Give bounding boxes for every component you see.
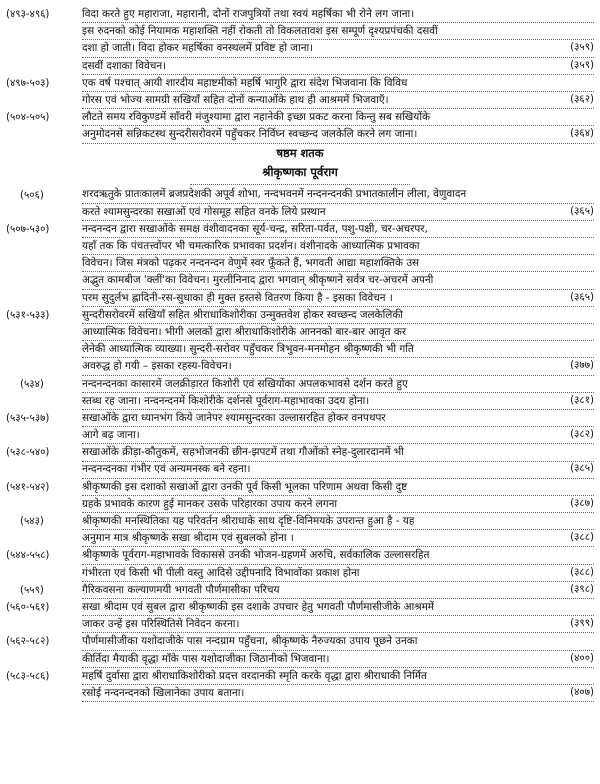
toc-entry: [6, 410, 594, 444]
toc-entry: [6, 582, 594, 599]
page-number: (३९९): [570, 618, 594, 630]
entry-text: विवेचन। जिस मंत्रको पढ़कर नन्दनन्दन वेणुमें स्वर फूँकते हैं, भगवती आद्या महाशक्तिके उस: [82, 257, 420, 270]
verse-range: (५३१-५३३): [6, 309, 50, 321]
entry-text: गंभीरता एवं किसी भी पीली वस्तु आदिसे उद्दीपनादि विभावोंका प्रकाश होना: [82, 566, 360, 579]
entry-text: ग्रहके प्रभावके कारण हुई मानकर उसके परिहारका उपाय करने लगना: [82, 497, 338, 510]
entry-text: सखाओंके क्रीड़ा-कौतुकमें, सहभोजनकी छीन-झपटमें तथा गौओंको स्नेह-दुलारदानमें भी: [82, 446, 404, 459]
entry-text: दसवीं दशाका विवेचन।: [82, 59, 167, 72]
entry-line: [82, 341, 594, 358]
entry-text: जाकर उन्हें इस परिस्थितिसे निवेदन करना।: [82, 618, 240, 631]
entry-line: [82, 23, 594, 40]
entry-description: [82, 444, 594, 478]
page-number: (३६२): [570, 93, 594, 105]
entry-line: [82, 126, 594, 143]
entry-description: [82, 547, 594, 581]
entry-line: [82, 479, 594, 496]
verse-range: (५६२-५८२): [6, 636, 50, 648]
entry-text: श्रीकृष्णकी मनस्थितिका यह परिवर्तन श्रीराधाके साथ दृष्टि-विनिमयके उपरान्त हुआ है - यह: [82, 515, 415, 528]
toc-entry: [6, 109, 594, 143]
page-number: (४०७): [570, 686, 594, 698]
entry-description: [82, 479, 594, 513]
entry-text: दशा हो जाती। विदा होकर महर्षिका वनस्थलमें प्रविष्ट हो जाना।: [82, 42, 314, 55]
entry-line: [82, 75, 594, 92]
verse-range: (४९३-४९६): [6, 9, 50, 20]
chapter-heading: षष्ठम शतक: [276, 145, 324, 160]
entry-text: सखा श्रीदाम एवं सुबल द्वारा श्रीकृष्णकी इस दशाके उपचार हेतु भगवती पौर्णमासीजीके आश्रममें: [82, 601, 435, 613]
entry-description: [82, 410, 594, 444]
entry-text: अद्भुत कामबीज 'क्लीं'का विवेचन। मुरलीनिनाद द्वारा भगवान् श्रीकृष्णने सर्वत्र चर-अचरमें अपनी: [82, 274, 434, 287]
page-number: (३६४): [570, 128, 594, 140]
entry-text: अवरुद्ध हो गयी – इसका रहस्य-विवेचन।: [82, 360, 232, 373]
entry-line: [82, 685, 594, 702]
entry-line: [82, 427, 594, 444]
entry-line: [82, 513, 594, 530]
entry-text: श्रीकृष्णके पूर्वराग-महाभावके विकाससे उनकी भोजन-ग्रहणमें अरुचि, सर्वकालिक उल्लासरहित: [82, 549, 430, 562]
entry-line: [82, 204, 594, 221]
entry-line: [82, 462, 594, 479]
entry-line: [82, 651, 594, 668]
entry-text: शरदऋतुके प्रातःकालमें ब्रजप्रदेशकी अपूर्व शोभा, नन्दभवनमें नन्दनन्दनकी प्रभातकालीन लीला, वेणुवादन: [82, 188, 467, 201]
verse-range: (५०४-५०५): [6, 112, 50, 124]
entry-text: इस रुदनको कोई नियामक महाशक्ति नहीं रोकती तो विकलतावश इस सम्पूर्ण दृश्यप्रपंचकी दसवीं: [82, 25, 438, 38]
entry-line: [82, 599, 594, 616]
entry-line: [82, 40, 594, 57]
entry-line: [82, 290, 594, 307]
toc-entry: [6, 221, 594, 307]
entry-text: आध्यात्मिक विवेचना। भीगी अलकों द्वारा श्रीराधाकिशोरीके आननको बार-बार आवृत कर: [82, 325, 407, 338]
verse-range: (५४१-५४२): [6, 481, 50, 493]
entry-description: [82, 376, 594, 410]
entry-line: [82, 221, 594, 238]
entry-text: विदा करते हुए महाराजा, महारानी, दोनों राजपुत्रियों तथा स्वयं महर्षिका भी रोने लग जाना।: [82, 7, 415, 20]
page-number: (३८८): [570, 532, 594, 544]
entry-line: [82, 376, 594, 393]
entry-line: [82, 444, 594, 461]
entry-text: लौटते समय रविकुण्डमें साँवरी मंजुश्यामा द्वारा नहानेकी इच्छा प्रकट करना किन्तु सब सखियोंके: [82, 111, 430, 124]
entry-line: [82, 530, 594, 547]
entry-line: [82, 547, 594, 564]
entry-text: पौर्णमासीजीका यशोदाजीके पास नन्दग्राम पहुँचना, श्रीकृष्णके नैरुज्यका उपाय पूछने उनका: [82, 635, 418, 648]
verse-range: (५३८-५४०): [6, 447, 50, 459]
entry-text: श्रीकृष्णकी इस दशाको सखाओं द्वारा उनकी पूर्व किसी भूलका परिणाम अथवा किसी दुष्ट: [82, 480, 408, 493]
verse-range: (५५९): [20, 584, 44, 596]
toc-entry: [6, 479, 594, 513]
verse-range: (५४३): [20, 516, 44, 528]
entry-text: रसोई नन्दनन्दनको खिलानेका उपाय बताना।: [82, 686, 245, 699]
page-number: (३७७): [570, 360, 594, 372]
entry-description: [82, 599, 594, 633]
toc-entry: [6, 444, 594, 478]
entry-line: [82, 307, 594, 324]
entry-line: [82, 58, 594, 75]
toc-entry: [6, 668, 594, 702]
entry-text: कीर्तिदा मैयाकी वृद्धा माँके पास यशोदाजीका जिठानीको भिजवाना।: [82, 652, 330, 665]
entry-line: [82, 238, 594, 255]
entry-line: [82, 109, 594, 126]
entry-text: करते श्यामसुन्दरका सखाओं एवं गोसमूह सहित वनके लिये प्रस्थान: [82, 205, 326, 218]
verse-range: (५०६): [20, 189, 44, 201]
entry-line: [82, 565, 594, 582]
entry-description: [82, 187, 594, 221]
entry-text: अनुमोदनसे सन्निकटस्थ सुन्दरीसरोवरमें पहुँचकर निर्विघ्न स्वच्छन्द जलकेलि करने लग जाना।: [82, 128, 418, 141]
entry-line: [82, 496, 594, 513]
toc-entry: [6, 599, 594, 633]
entry-text: आगे बढ़ जाना।: [82, 429, 140, 442]
entry-text: लेनेकी आध्यात्मिक व्याख्या। सुन्दरी-सरोवर पहुँचकर त्रिभुवन-मनमोहन श्रीकृष्णकी भी गति: [82, 343, 414, 356]
entry-description: [82, 221, 594, 307]
entry-description: [82, 633, 594, 667]
entry-text: सुन्दरीसरोवरमें सखियाँ सहित श्रीराधाकिशोरीका उन्मुक्तवेश होकर स्वच्छन्द जलकेलिकी: [82, 308, 403, 321]
chapter-subheading: श्रीकृष्णका पूर्वराग: [190, 162, 410, 185]
entry-text: महर्षि दुर्वासा द्वारा श्रीराधाकिशोरीको प्रदत्त वरदानकी स्मृति करके वृद्धा द्वारा श्रीराधाकी निर्मित: [82, 669, 427, 682]
toc-entry: [6, 6, 594, 75]
entry-description: [82, 582, 594, 599]
entry-line: [82, 324, 594, 341]
entry-line: [82, 358, 594, 375]
page-number: (३५९): [570, 59, 594, 71]
entry-line: [82, 616, 594, 633]
page-number: (३६५): [570, 291, 594, 303]
toc-entry: [6, 307, 594, 376]
toc-entry: [6, 547, 594, 581]
entry-text: एक वर्ष पश्चात् आयी शारदीय महाष्टमीको महर्षि भागुरि द्वारा संदेश भिजवाना कि विविध: [82, 76, 408, 89]
entries-before-heading: [6, 6, 594, 144]
page-number: (३८१): [570, 394, 594, 406]
page-number: (३५९): [570, 42, 594, 54]
entry-text: नन्दनन्दन द्वारा सखाओंके समक्ष वंशीवादनका सूर्य-चन्द्र, सरिता-पर्वत, पशु-पक्षी, चर-अचरपर,: [82, 222, 428, 235]
entry-text: नन्दनन्दनका गंभीर एवं अन्यमनस्क बने रहना।: [82, 463, 251, 476]
entry-description: [82, 513, 594, 547]
entry-line: [82, 187, 594, 204]
entry-text: गोरस एवं भोज्य सामग्री सखियाँ सहित दोनों कन्याओंके हाथ ही आश्रममें भिजवाएँ।: [82, 93, 389, 106]
entry-description: [82, 668, 594, 702]
page-number: (३८७): [570, 497, 594, 509]
verse-range: (५४४-५५८): [6, 550, 50, 562]
entry-description: [82, 75, 594, 109]
page-number: (३८८): [570, 566, 594, 578]
toc-entry: [6, 75, 594, 109]
verse-range: (५३५-५३७): [6, 412, 50, 424]
entry-line: [82, 255, 594, 272]
entry-line: [82, 582, 594, 599]
page-number: (४००): [570, 652, 594, 664]
entry-line: [82, 633, 594, 650]
verse-range: (४९७-५०३): [6, 77, 50, 89]
toc-entry: [6, 513, 594, 547]
entry-line: [82, 393, 594, 410]
entry-text: अनुमान मात्र श्रीकृष्णके सखा श्रीदाम एवं सुबलको होना ।: [82, 532, 294, 545]
entry-description: [82, 6, 594, 75]
entry-text: गैरिकवसना कल्याणमयी भगवती पौर्णमासीका परिचय: [82, 583, 280, 596]
entry-text: स्तब्ध रह जाना। नन्दनन्दनमें किशोरीके दर्शनसे पूर्वराग-महाभावका उदय होना।: [82, 394, 370, 407]
page-number: (३८५): [570, 463, 594, 475]
entries-after-heading: [6, 187, 594, 703]
entry-description: [82, 109, 594, 143]
entry-text: सखाओंके द्वारा ध्यानभंग किये जानेपर श्यामसुन्दरका उल्लासरहित होकर वनपथपर: [82, 411, 386, 424]
toc-entry: [6, 187, 594, 221]
entry-text: परम सुदुर्लभ ह्लादिनी-रस-सुधाका ही मुक्त हस्तसे वितरण किया है - इसका विवेचन ।: [82, 291, 393, 304]
verse-range: (५६०-५६१): [6, 602, 50, 614]
entry-line: [82, 92, 594, 109]
verse-range: (५३४): [20, 378, 44, 390]
page-number: (३६५): [570, 205, 594, 217]
toc-entry: [6, 376, 594, 410]
entry-description: [82, 307, 594, 376]
entry-text: यहाँ तक कि पंचतत्त्वोंपर भी चमत्कारिक प्रभावका प्रदर्शन। वंशीनादके आध्यात्मिक प्रभावका: [82, 240, 420, 253]
entry-line: [82, 272, 594, 289]
page-number: (३९८): [570, 583, 594, 595]
entry-line: [82, 410, 594, 427]
toc-entry: [6, 633, 594, 667]
verse-range: (५०७-५३०): [6, 223, 50, 235]
entry-line: [82, 668, 594, 685]
entry-line: [82, 6, 594, 23]
verse-range: (५८३-५८६): [6, 670, 50, 682]
entry-text: नन्दनन्दनका कासारमें जलक्रीड़ारत किशोरी एवं सखियोंका अपलकभावसे दर्शन करते हुए: [82, 377, 408, 390]
page-number: (३८२): [570, 429, 594, 441]
